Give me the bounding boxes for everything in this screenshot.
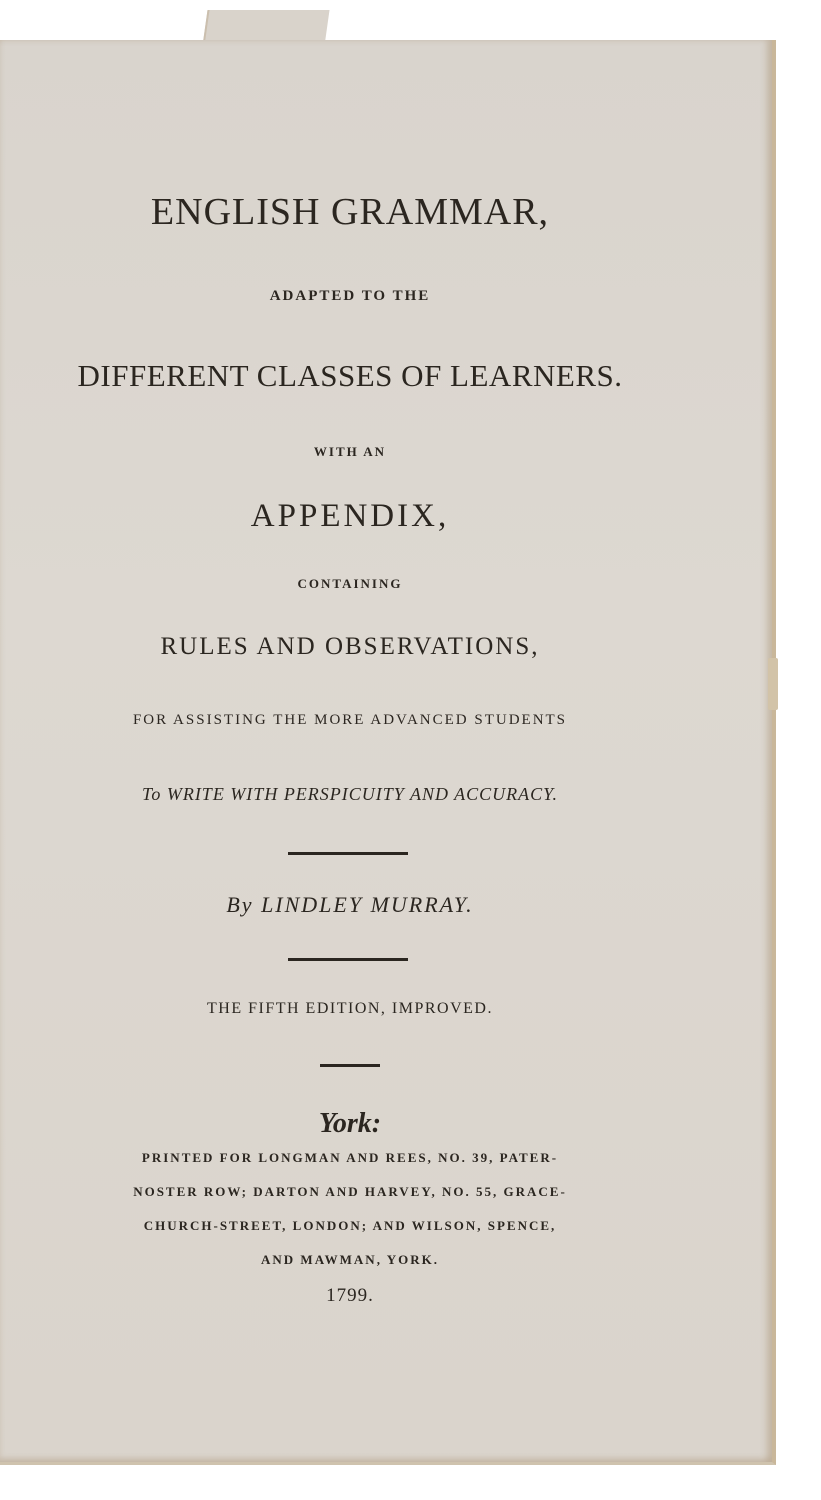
subtitle-adapted: ADAPTED TO THE bbox=[269, 288, 431, 304]
book-title: ENGLISH GRAMMAR, bbox=[150, 191, 550, 233]
imprint-line: CHURCH-STREET, LONDON; AND WILSON, SPENCE, bbox=[143, 1218, 557, 1233]
author-line: By LINDLEY MURRAY. bbox=[226, 892, 474, 917]
publication-year: 1799. bbox=[326, 1285, 374, 1306]
subtitle-assisting: FOR ASSISTING THE MORE ADVANCED STUDENTS bbox=[132, 712, 568, 728]
divider-rule bbox=[320, 1064, 380, 1067]
divider-rule bbox=[288, 958, 408, 961]
imprint-city: York: bbox=[318, 1108, 382, 1139]
title-page bbox=[0, 40, 776, 1465]
imprint-line: PRINTED FOR LONGMAN AND REES, NO. 39, PATER- bbox=[141, 1150, 559, 1165]
subtitle-classes: DIFFERENT CLASSES OF LEARNERS. bbox=[77, 358, 623, 393]
edition-line: THE FIFTH EDITION, IMPROVED. bbox=[207, 1000, 493, 1017]
page-edge-tab bbox=[768, 658, 778, 710]
imprint-line: NOSTER ROW; DARTON AND HARVEY, NO. 55, GRACE- bbox=[133, 1184, 567, 1199]
appendix-heading: APPENDIX, bbox=[250, 498, 450, 534]
rules-heading: RULES AND OBSERVATIONS, bbox=[160, 633, 540, 660]
divider-rule bbox=[288, 852, 408, 855]
imprint-line: AND MAWMAN, YORK. bbox=[261, 1252, 439, 1267]
subtitle-with-an: WITH AN bbox=[313, 444, 387, 459]
subtitle-to-write: To WRITE WITH PERSPICUITY AND ACCURACY. bbox=[141, 784, 559, 804]
subtitle-containing: CONTAINING bbox=[297, 576, 403, 591]
